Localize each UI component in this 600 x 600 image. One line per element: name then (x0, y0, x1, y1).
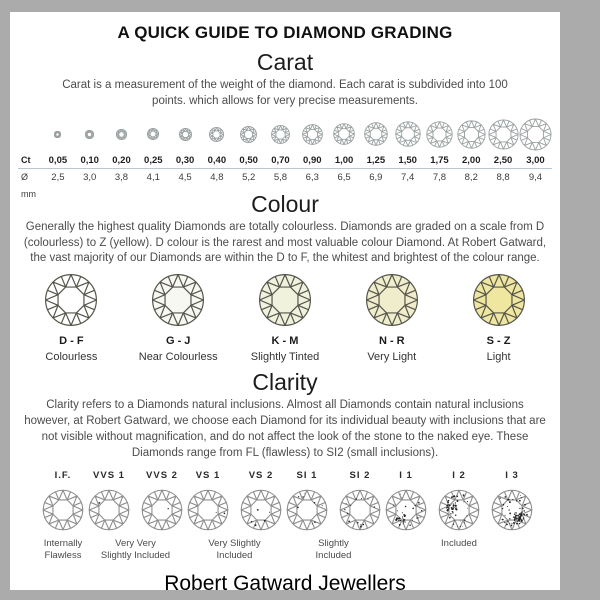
clarity-diamond-icon (339, 489, 381, 531)
carat-diamond-cell (201, 116, 233, 153)
clarity-grade-row (40, 470, 530, 563)
carat-diamond-icon (333, 123, 355, 145)
colour-grade-label: Near Colourless (138, 351, 218, 364)
carat-diamond-icon (488, 119, 519, 150)
clarity-grade-label: I 2 (452, 469, 466, 481)
carat-diamond-icon (519, 118, 552, 151)
carat-chart-label-spacer (18, 116, 42, 153)
carat-value: 3,00 (519, 153, 552, 169)
diameter-value: 9,4 (528, 171, 543, 183)
carat-size-chart (18, 116, 552, 199)
colour-grade-range: N - R (378, 335, 405, 348)
colour-diamond-icon (44, 273, 98, 327)
carat-section (10, 49, 560, 199)
clarity-section (10, 369, 560, 563)
carat-diamond-icon (457, 120, 486, 149)
carat-chart-labels (18, 116, 42, 199)
clarity-group (284, 470, 383, 563)
diameter-value: 7,8 (432, 171, 447, 183)
carat-diamond-cell (233, 116, 265, 153)
carat-value: 0,30 (169, 153, 201, 169)
carat-diamond-cell (74, 116, 106, 153)
clarity-grade-label: I.F. (54, 469, 72, 481)
clarity-stone (40, 470, 86, 531)
diameter-value: 7,4 (401, 171, 415, 183)
clarity-stone (139, 470, 185, 531)
diameter-value: 8,8 (496, 171, 510, 183)
clarity-diamond-icon (491, 489, 533, 531)
colour-diamond-icon (258, 273, 312, 327)
carat-diamond-icon (54, 131, 61, 138)
carat-column (265, 116, 297, 185)
colour-grade-label: Light (486, 351, 511, 364)
diameter-value: 6,9 (369, 171, 383, 183)
clarity-description: Clarity refers to a Diamonds natural inclusions. Almost all Diamonds contain natural inclusions however, at Robert Gatward, we choose each Diamond for its individual beauty with inclusions that are not visible without magnification, and do not affect the look of the stone to the naked eye. These Diamonds range from FL (flawless) to SI2 (small inclusions). (24, 399, 546, 459)
carat-heading: Carat (256, 49, 314, 75)
diameter-value: 8,2 (464, 171, 478, 183)
clarity-group (86, 470, 185, 563)
carat-value: 0,10 (74, 153, 106, 169)
clarity-stone (86, 470, 132, 531)
clarity-grade-label: VS 2 (248, 469, 274, 481)
clarity-stones (383, 470, 535, 531)
colour-grade (19, 273, 123, 363)
diameter-value: 6,3 (305, 171, 319, 183)
clarity-caption-line: Slightly (318, 537, 349, 549)
colour-grade-range: K - M (271, 335, 299, 348)
carat-column (328, 116, 360, 185)
clarity-stone (436, 470, 482, 531)
carat-diamond-icon (179, 128, 192, 141)
clarity-caption-line: Included (315, 550, 352, 562)
colour-diamond-icon (472, 273, 526, 327)
carat-column (455, 116, 487, 185)
clarity-caption-line: Internally (43, 537, 83, 549)
clarity-stones (86, 470, 185, 531)
carat-description: Carat is a measurement of the weight of the diamond. Each carat is subdivided into 100 points. which allows for very precise measurements. (62, 79, 508, 107)
clarity-group (185, 470, 284, 563)
carat-diamond-icon (85, 130, 94, 139)
colour-diamond-icon (151, 273, 205, 327)
carat-diamond-cell (360, 116, 392, 153)
clarity-diamond-icon (286, 489, 328, 531)
carat-value: 0,20 (106, 153, 138, 169)
clarity-grade-label: VVS 1 (93, 469, 125, 481)
clarity-stone (489, 470, 535, 531)
carat-row-label: Ct (18, 153, 42, 169)
carat-diamond-icon (271, 125, 290, 144)
carat-diamond-cell (42, 116, 74, 153)
clarity-caption-line: Included (441, 537, 477, 549)
carat-value: 0,70 (265, 153, 297, 169)
diameter-value: 5,2 (242, 171, 256, 183)
colour-section (10, 191, 560, 364)
clarity-group-caption (44, 538, 83, 563)
carat-diamond-cell (424, 116, 456, 153)
carat-column (201, 116, 233, 185)
clarity-caption-line: Flawless (44, 550, 82, 562)
clarity-group (383, 470, 535, 551)
diameter-row-label: Ø mm (21, 171, 36, 199)
carat-diamond-cell (106, 116, 138, 153)
clarity-group-caption (441, 538, 477, 551)
carat-value: 0,25 (137, 153, 169, 169)
carat-diamond-cell (265, 116, 297, 153)
clarity-caption-line: Included (216, 550, 253, 562)
carat-diamond-icon (395, 121, 421, 147)
colour-grade (447, 273, 551, 363)
carat-column (137, 116, 169, 185)
carat-diamond-cell (519, 116, 552, 153)
brand-name: Robert Gatward Jewellers (164, 571, 406, 595)
diameter-value: 4,1 (146, 171, 160, 183)
carat-value: 2,00 (455, 153, 487, 169)
carat-column (296, 116, 328, 185)
carat-diamond-icon (426, 121, 453, 148)
diameter-value: 5,8 (273, 171, 288, 183)
carat-column (424, 116, 456, 185)
clarity-diamond-icon (438, 489, 480, 531)
colour-grade-range: G - J (165, 335, 191, 348)
clarity-stone (238, 470, 284, 531)
diameter-value: 6,5 (337, 171, 351, 183)
clarity-diamond-icon (141, 489, 183, 531)
carat-column (233, 116, 265, 185)
carat-diamond-cell (328, 116, 360, 153)
carat-column (392, 116, 424, 185)
carat-column (42, 116, 74, 185)
carat-column (74, 116, 106, 185)
clarity-caption-line: Slightly Included (100, 550, 171, 562)
carat-value: 0,50 (233, 153, 265, 169)
clarity-grade-label: SI 2 (349, 469, 371, 481)
clarity-group-caption (316, 538, 352, 563)
clarity-stone (185, 470, 231, 531)
clarity-stones (185, 470, 284, 531)
clarity-group-caption (101, 538, 170, 563)
clarity-diamond-icon (385, 489, 427, 531)
clarity-caption-line: Very Slightly (208, 537, 261, 549)
carat-diamond-cell (137, 116, 169, 153)
carat-column (360, 116, 392, 185)
colour-diamond-icon (365, 273, 419, 327)
carat-value: 1,75 (424, 153, 456, 169)
clarity-diamond-icon (187, 489, 229, 531)
colour-heading: Colour (251, 190, 319, 217)
guide-card (10, 12, 560, 595)
colour-grade-range: S - Z (486, 335, 511, 348)
page-title: A QUICK GUIDE TO DIAMOND GRADING (117, 23, 453, 42)
colour-grade-label: Slightly Tinted (250, 351, 320, 364)
carat-diamond-cell (455, 116, 487, 153)
carat-value: 2,50 (487, 153, 519, 169)
clarity-heading: Clarity (252, 369, 318, 396)
colour-grade-range: D - F (59, 335, 84, 348)
diameter-value: 4,5 (178, 171, 192, 183)
colour-description: Generally the highest quality Diamonds are totally colourless. Diamonds are graded on a scale from D (colourless) to Z (yellow). D colour is the rarest and most valuable colour Diamond. At Robert Gatward, the vast majority of our Diamonds are within the D to F, the whitest and brightest of the colour range. (23, 220, 547, 265)
clarity-stones (40, 470, 86, 531)
clarity-diamond-icon (240, 489, 282, 531)
carat-value: 0,05 (42, 153, 74, 169)
clarity-diamond-icon (42, 489, 84, 531)
colour-grade-label: Colourless (45, 351, 98, 364)
clarity-group-caption (208, 538, 260, 563)
clarity-group (40, 470, 86, 563)
carat-diamond-icon (302, 124, 323, 145)
carat-diamond-icon (364, 122, 388, 146)
colour-grade-label: Very Light (367, 351, 417, 364)
diameter-value: 3,8 (114, 171, 129, 183)
diameter-value: 3,0 (83, 171, 97, 183)
clarity-stone (337, 470, 383, 531)
colour-grade-row (10, 273, 560, 363)
clarity-grade-label: I 1 (399, 469, 413, 481)
carat-diamond-icon (240, 126, 257, 143)
clarity-diamond-icon (88, 489, 130, 531)
clarity-grade-label: SI 1 (296, 469, 318, 481)
colour-grade (126, 273, 230, 363)
carat-value: 1,25 (360, 153, 392, 169)
carat-diamond-icon (209, 127, 224, 142)
clarity-caption-line: Very Very (115, 537, 156, 549)
clarity-stone (284, 470, 330, 531)
carat-value: 0,40 (201, 153, 233, 169)
colour-grade (340, 273, 444, 363)
clarity-stone (383, 470, 429, 531)
carat-value: 1,00 (328, 153, 360, 169)
carat-diamond-cell (296, 116, 328, 153)
carat-column (519, 116, 552, 185)
clarity-grade-label: VVS 2 (146, 469, 178, 481)
carat-value: 1,50 (392, 153, 424, 169)
carat-diamond-cell (487, 116, 519, 153)
diameter-value: 4,8 (210, 171, 224, 183)
clarity-stones (284, 470, 383, 531)
carat-diamond-icon (147, 128, 159, 140)
clarity-grade-label: I 3 (505, 469, 519, 481)
carat-value: 0,90 (296, 153, 328, 169)
carat-column (169, 116, 201, 185)
carat-diamond-cell (169, 116, 201, 153)
carat-diamond-cell (392, 116, 424, 153)
carat-diamond-icon (116, 129, 127, 140)
clarity-grade-label: VS 1 (195, 469, 221, 481)
colour-grade (233, 273, 337, 363)
carat-column (487, 116, 519, 185)
diameter-value: 2,5 (51, 171, 65, 183)
carat-column (106, 116, 138, 185)
